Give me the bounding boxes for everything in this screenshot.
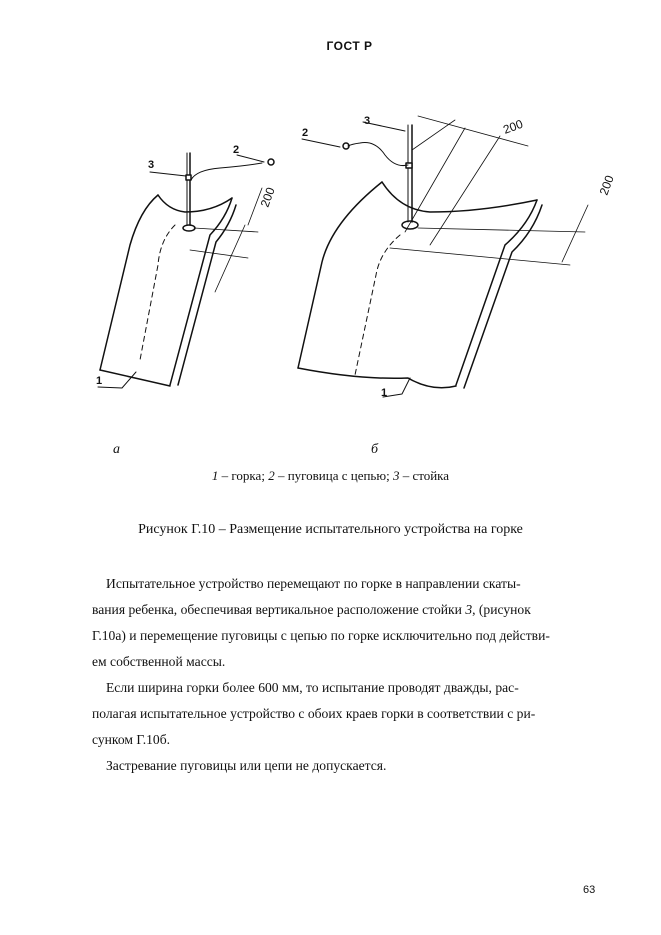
- dimension-b-side: 200: [596, 173, 617, 198]
- paragraph-1-line-1: Испытательное устройство перемещают по горке в направлении скаты-: [106, 576, 521, 591]
- chain-a: [191, 163, 262, 180]
- figure-legend: [0, 468, 661, 484]
- callout-b-1: 1: [381, 387, 388, 399]
- legend-num-1: 1: [211, 468, 219, 483]
- body-text: [92, 571, 599, 779]
- paragraph-2-line-2: полагая испытательное устройство с обоих краев горки в соответствии с ри-: [92, 706, 536, 721]
- chain-b: [348, 143, 408, 166]
- paragraph-1-line-2: вания ребенка, обеспечивая вертикальное расположение стойки 3, (рисунок: [92, 602, 531, 617]
- dimension-b-top: 200: [501, 116, 525, 137]
- slide-b-bottom-edge: [298, 368, 456, 388]
- slide-a-side-wall: [178, 205, 236, 385]
- legend-text-3: – стойка: [399, 468, 450, 483]
- slide-a-left-edge: [100, 195, 158, 370]
- callout-b-3: 3: [364, 115, 371, 127]
- stand-b-base: [402, 221, 418, 229]
- panel-a-label: а: [113, 442, 120, 457]
- slide-b-hidden-line: [355, 235, 400, 375]
- callout-b-2: 2: [302, 127, 309, 139]
- legend-text-1: – горка;: [218, 468, 269, 483]
- slide-a-hidden-line: [140, 225, 175, 360]
- page-number: 63: [583, 884, 596, 896]
- figure-panel-a: [98, 153, 274, 388]
- callout-a-2: 2: [233, 144, 240, 156]
- legend-num-3: 3: [392, 468, 400, 483]
- paragraph-3-line-1: Застревание пуговицы или цепи не допускается.: [106, 758, 387, 773]
- slide-figure: [0, 0, 661, 430]
- slide-b-top-edge: [382, 182, 537, 212]
- legend-num-2: 2: [268, 468, 275, 483]
- figure-panel-b: [298, 116, 588, 397]
- paragraph-1-line-4: ем собственной массы.: [92, 654, 226, 669]
- slide-a-right-edge: [170, 198, 232, 385]
- slide-b-left-edge: [298, 182, 382, 368]
- stand-a-base: [183, 225, 195, 231]
- callout-a-1: 1: [96, 375, 103, 387]
- document-header: ГОСТ Р: [326, 39, 373, 53]
- slide-a-top-edge: [158, 195, 232, 212]
- paragraph-1-line-3: Г.10а) и перемещение пуговицы с цепью по горке исключительно под действи-: [92, 628, 550, 643]
- legend-text-2: – пуговица с цепью;: [274, 468, 393, 483]
- panel-b-label: б: [371, 442, 379, 457]
- paragraph-2-line-1: Если ширина горки более 600 мм, то испытание проводят дважды, рас-: [106, 680, 519, 695]
- leader-b-2: [302, 139, 340, 147]
- slide-b-right-edge: [456, 200, 537, 385]
- dimension-a: 200: [257, 185, 278, 210]
- paragraph-2-line-3: сунком Г.10б.: [92, 732, 171, 747]
- button-a: [268, 159, 274, 165]
- callout-a-3: 3: [148, 159, 155, 171]
- slide-b-side-wall: [464, 205, 542, 388]
- leader-a-3: [150, 172, 186, 176]
- figure-caption: Рисунок Г.10 – Размещение испытательного устройства на горке: [138, 522, 523, 537]
- leader-a-2: [237, 155, 264, 162]
